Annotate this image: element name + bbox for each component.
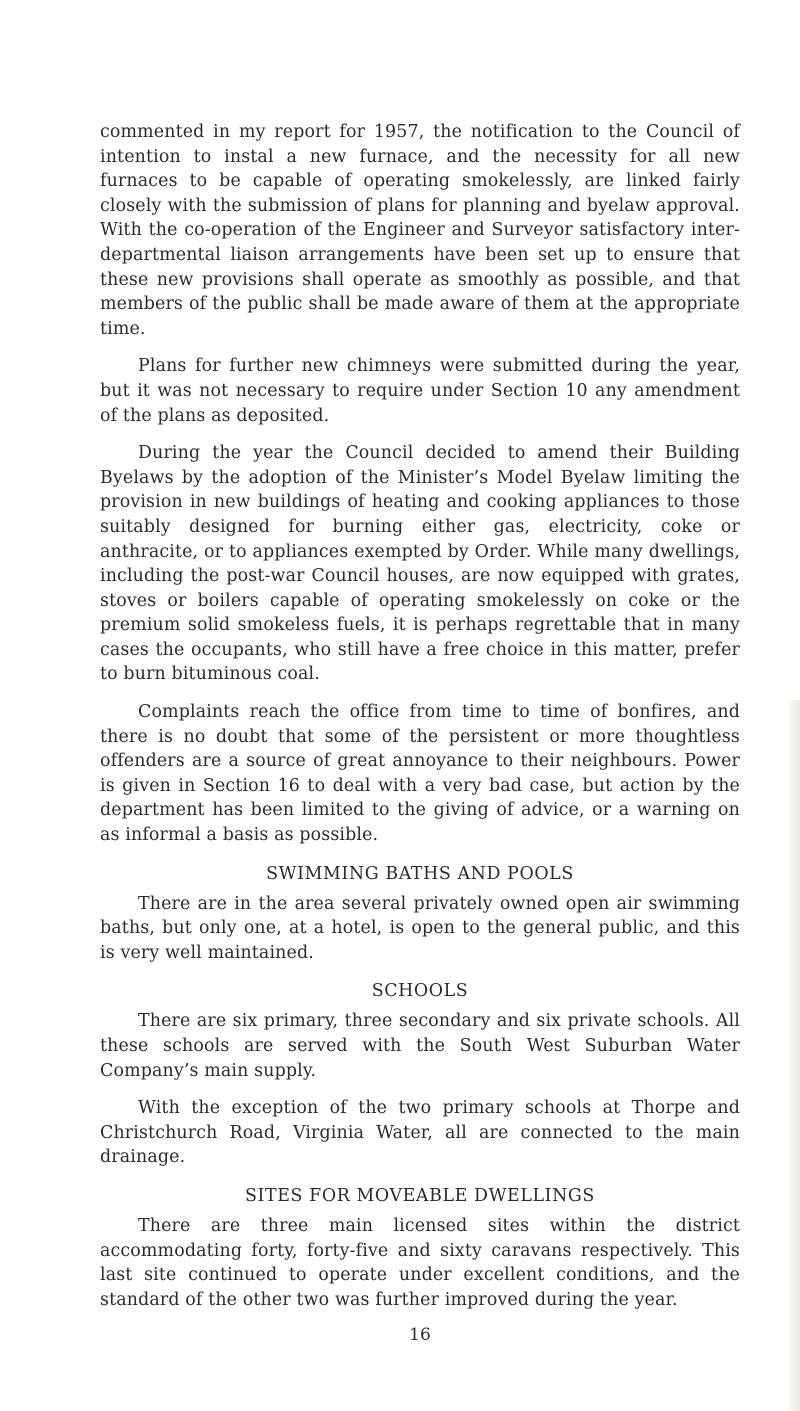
paragraph-schools-water: There are six primary, three secondary and six private schools. All these schools are served with the South West Suburban Water Company’s main supply. xyxy=(100,1011,740,1081)
paragraph-chimney-plans: Plans for further new chimneys were submitted during the year, but it was not necessary to require under Section 10 any amendment of the plans as deposited. xyxy=(100,356,740,426)
page-number: 16 xyxy=(409,1325,431,1346)
page-edge-shadow xyxy=(786,700,800,1411)
paragraph-moveable-dwellings: There are three main licensed sites within the district accommodating forty, forty-five and sixty caravans respectively. This last site continued to operate under excellent conditions, and the standard of the other two was further improved during the year. xyxy=(100,1215,740,1310)
paragraph-furnace-notification: commented in my report for 1957, the notification to the Council of intention to instal a new furnace, and the necessity for all new furnaces to be capable of operating smokelessly, are linked fairly closely with the submission of plans for planning and byelaw approval. With the co-operation of the Engineer and Surveyor satisfactory inter-departmental liaison arrangements have been set up to ensure that these new provisions shall operate as smoothly as possible, and that members of the public shall be made aware of them at the appropriate time. xyxy=(100,122,740,339)
paragraph-schools-drainage: With the exception of the two primary schools at Thorpe and Christchurch Road, Virginia Water, all are connected to the main drainage. xyxy=(100,1098,740,1168)
paragraph-bonfire-complaints: Complaints reach the office from time to time of bonfires, and there is no doubt that some of the persistent or more thoughtless offenders are a source of great annoyance to their neighbours. Power is given in Section 16 to deal with a very bad case, but action by the department has been limited to the giving of advice, or a warning on as informal a basis as possible. xyxy=(100,702,740,846)
heading-moveable-dwellings: SITES FOR MOVEABLE DWELLINGS xyxy=(245,1185,595,1206)
paragraph-building-byelaws: During the year the Council decided to amend their Building Byelaws by the adoption of the Minister’s Model Byelaw limiting the provision in new buildings of heating and cooking appliances to those suitably designed for burning either gas, electricity, coke or anthracite, or to appliances exempted by Order. While many dwellings, including the post-war Council houses, are now equipped with grates, stoves or boilers capable of operating smokelessly on coke or the premium solid smokeless fuels, it is perhaps regrettable that in many cases the occupants, who still have a free choice in this matter, prefer to burn bituminous coal. xyxy=(100,443,740,685)
paragraph-swimming-baths: There are in the area several privately owned open air swimming baths, but only one, at a hotel, is open to the general public, and this is very well maintained. xyxy=(100,893,740,963)
heading-swimming-baths: SWIMMING BATHS AND POOLS xyxy=(266,863,574,884)
heading-schools: SCHOOLS xyxy=(371,981,469,1002)
document-page xyxy=(100,120,740,1345)
